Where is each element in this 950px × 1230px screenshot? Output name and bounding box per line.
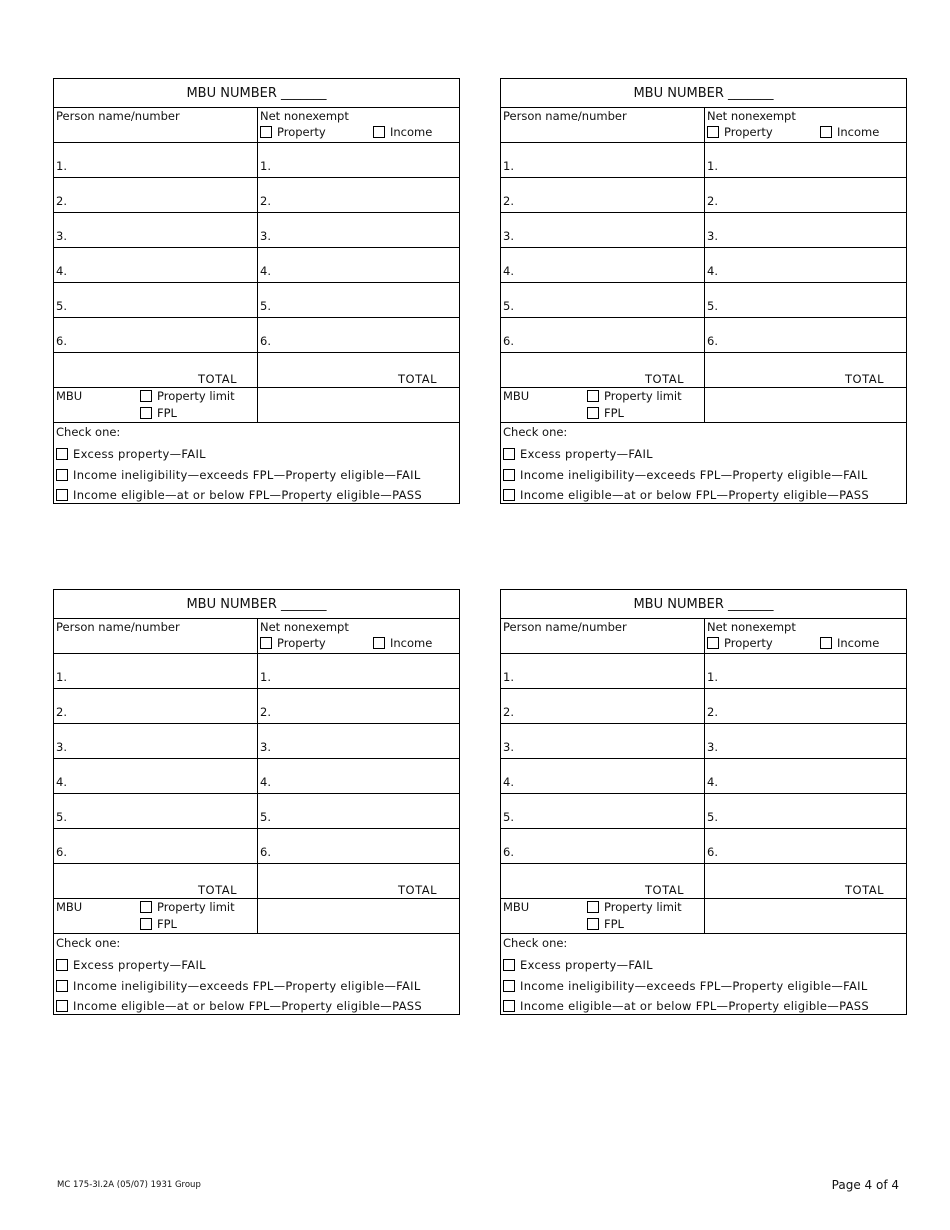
row-number: 4.: [503, 775, 514, 789]
person-header-cell: [501, 108, 705, 142]
table-row: [501, 654, 906, 689]
mbu-form-4: [500, 589, 907, 1015]
income-checkbox[interactable]: [820, 126, 832, 138]
mbu-cell: [501, 388, 705, 422]
total-left-cell[interactable]: [54, 353, 258, 387]
person-entry-cell[interactable]: [501, 724, 705, 758]
check-one-label: Check one:: [503, 425, 568, 439]
excess-property-checkbox[interactable]: [56, 448, 68, 460]
mbu-form-2: [500, 78, 907, 504]
income-eligible-checkbox[interactable]: [503, 1000, 515, 1012]
property-limit-label: Property limit: [157, 900, 235, 914]
option-label: Income ineligibility—exceeds FPL—Property eligible—FAIL: [73, 978, 421, 993]
page-number: Page 4 of 4: [831, 1178, 899, 1192]
income-checkbox[interactable]: [373, 126, 385, 138]
table-row: [54, 724, 459, 759]
row-number: 2.: [707, 194, 718, 208]
column-header-row: [501, 619, 906, 654]
net-entry-cell[interactable]: [258, 724, 459, 758]
row-number: 1.: [503, 159, 514, 173]
table-row: [54, 213, 459, 248]
income-checkbox[interactable]: [373, 637, 385, 649]
row-number: 5.: [503, 299, 514, 313]
row-number: 2.: [260, 705, 271, 719]
row-number: 1.: [56, 670, 67, 684]
property-label: Property: [277, 125, 326, 139]
net-nonexempt-header: Net nonexempt: [707, 109, 796, 123]
mbu-value-cell[interactable]: [705, 899, 906, 933]
income-check: [820, 125, 879, 139]
person-entry-cell[interactable]: [54, 318, 258, 352]
row-number: 6.: [56, 845, 67, 859]
mbu-cell: [501, 899, 705, 933]
net-entry-cell[interactable]: [705, 654, 906, 688]
row-number: 5.: [56, 299, 67, 313]
person-name-header: Person name/number: [56, 620, 180, 634]
person-name-header: Person name/number: [503, 620, 627, 634]
fpl-label: FPL: [604, 917, 624, 931]
property-check: [260, 636, 326, 650]
net-entry-cell[interactable]: [258, 829, 459, 863]
mbu-cell: [54, 388, 258, 422]
person-entry-cell[interactable]: [54, 724, 258, 758]
income-check: [373, 125, 432, 139]
excess-property-checkbox[interactable]: [56, 959, 68, 971]
mbu-number-header: [54, 79, 459, 108]
check-one-section: [54, 423, 459, 503]
mbu-label: MBU: [56, 389, 83, 403]
table-row: [501, 689, 906, 724]
net-entry-cell[interactable]: [705, 178, 906, 212]
table-row: [501, 283, 906, 318]
income-checkbox[interactable]: [820, 637, 832, 649]
property-limit-checkbox[interactable]: [140, 390, 152, 402]
option-income-eligible: [503, 996, 906, 1017]
person-entry-cell[interactable]: [501, 318, 705, 352]
total-row: [54, 353, 459, 388]
excess-property-checkbox[interactable]: [503, 448, 515, 460]
net-nonexempt-cell: [705, 108, 906, 142]
entry-rows: [54, 143, 459, 353]
person-entry-cell[interactable]: [54, 759, 258, 793]
option-label: Excess property—FAIL: [73, 447, 206, 462]
mbu-label: MBU: [503, 389, 530, 403]
property-limit-check: [140, 389, 235, 403]
property-label: Property: [724, 636, 773, 650]
row-number: 1.: [707, 159, 718, 173]
mbu-form-3: [53, 589, 460, 1015]
table-row: [501, 248, 906, 283]
net-entry-cell[interactable]: [705, 213, 906, 247]
property-limit-label: Property limit: [604, 900, 682, 914]
fpl-label: FPL: [157, 917, 177, 931]
net-entry-cell[interactable]: [705, 794, 906, 828]
option-income-ineligible: [56, 465, 459, 486]
mbu-label: MBU: [503, 900, 530, 914]
mbu-value-cell[interactable]: [258, 388, 459, 422]
table-row: [501, 829, 906, 864]
row-number: 6.: [260, 845, 271, 859]
total-right-cell[interactable]: [258, 353, 459, 387]
property-limit-check: [587, 900, 682, 914]
property-limit-check: [587, 389, 682, 403]
row-number: 3.: [260, 740, 271, 754]
option-label: Income eligible—at or below FPL—Property eligible—PASS: [73, 999, 422, 1014]
total-right-cell[interactable]: [258, 864, 459, 898]
option-income-ineligible: [503, 976, 906, 997]
net-nonexempt-header: Net nonexempt: [260, 109, 349, 123]
mbu-row: [501, 388, 906, 423]
column-header-row: [54, 619, 459, 654]
option-label: Income ineligibility—exceeds FPL—Property eligible—FAIL: [520, 467, 868, 482]
table-row: [501, 178, 906, 213]
person-entry-cell[interactable]: [501, 759, 705, 793]
option-label: Income eligible—at or below FPL—Property eligible—PASS: [73, 488, 422, 503]
net-entry-cell[interactable]: [705, 829, 906, 863]
row-number: 1.: [260, 159, 271, 173]
option-income-eligible: [56, 996, 459, 1017]
property-limit-checkbox[interactable]: [587, 390, 599, 402]
option-income-eligible: [503, 485, 906, 506]
table-row: [54, 654, 459, 689]
net-entry-cell[interactable]: [705, 759, 906, 793]
person-entry-cell[interactable]: [54, 248, 258, 282]
row-number: 4.: [707, 775, 718, 789]
fpl-checkbox[interactable]: [587, 918, 599, 930]
mbu-label: MBU: [56, 900, 83, 914]
fpl-check: [587, 406, 624, 420]
table-row: [54, 759, 459, 794]
property-checkbox[interactable]: [707, 637, 719, 649]
income-eligible-checkbox[interactable]: [56, 489, 68, 501]
row-number: 3.: [260, 229, 271, 243]
row-number: 5.: [707, 810, 718, 824]
mbu-row: [54, 899, 459, 934]
mbu-number-header: [501, 79, 906, 108]
row-number: 3.: [707, 740, 718, 754]
net-entry-cell[interactable]: [258, 213, 459, 247]
person-entry-cell[interactable]: [501, 829, 705, 863]
net-nonexempt-cell: [705, 619, 906, 653]
net-entry-cell[interactable]: [258, 654, 459, 688]
mbu-number-title: MBU NUMBER _______: [186, 596, 327, 612]
person-name-header: Person name/number: [56, 109, 180, 123]
row-number: 4.: [260, 775, 271, 789]
row-number: 2.: [56, 194, 67, 208]
row-number: 2.: [503, 705, 514, 719]
row-number: 5.: [707, 299, 718, 313]
net-entry-cell[interactable]: [258, 283, 459, 317]
total-left-cell[interactable]: [54, 864, 258, 898]
mbu-row: [501, 899, 906, 934]
person-entry-cell[interactable]: [501, 248, 705, 282]
property-limit-checkbox[interactable]: [140, 901, 152, 913]
net-entry-cell[interactable]: [705, 283, 906, 317]
property-checkbox[interactable]: [260, 126, 272, 138]
total-right-cell[interactable]: [705, 353, 906, 387]
person-entry-cell[interactable]: [54, 178, 258, 212]
fpl-label: FPL: [157, 406, 177, 420]
income-label: Income: [390, 636, 433, 650]
row-number: 6.: [503, 334, 514, 348]
person-entry-cell[interactable]: [501, 689, 705, 723]
income-eligible-checkbox[interactable]: [503, 489, 515, 501]
entry-rows: [501, 143, 906, 353]
total-left-cell[interactable]: [501, 864, 705, 898]
income-label: Income: [837, 125, 880, 139]
check-one-section: [501, 934, 906, 1014]
income-label: Income: [837, 636, 880, 650]
person-entry-cell[interactable]: [54, 794, 258, 828]
row-number: 4.: [707, 264, 718, 278]
row-number: 4.: [503, 264, 514, 278]
row-number: 1.: [260, 670, 271, 684]
option-excess-property: [56, 444, 459, 465]
table-row: [54, 248, 459, 283]
net-nonexempt-cell: [258, 108, 459, 142]
total-left-label: TOTAL: [198, 883, 237, 897]
person-entry-cell[interactable]: [54, 213, 258, 247]
total-left-cell[interactable]: [501, 353, 705, 387]
net-entry-cell[interactable]: [705, 724, 906, 758]
row-number: 2.: [260, 194, 271, 208]
row-number: 5.: [56, 810, 67, 824]
fpl-label: FPL: [604, 406, 624, 420]
fpl-checkbox[interactable]: [587, 407, 599, 419]
check-one-label: Check one:: [56, 936, 121, 950]
net-entry-cell[interactable]: [705, 318, 906, 352]
mbu-number-title: MBU NUMBER _______: [186, 85, 327, 101]
total-right-label: TOTAL: [845, 372, 884, 386]
row-number: 5.: [260, 299, 271, 313]
option-label: Income eligible—at or below FPL—Property eligible—PASS: [520, 488, 869, 503]
check-one-label: Check one:: [56, 425, 121, 439]
mbu-number-header: [501, 590, 906, 619]
fpl-check: [587, 917, 624, 931]
net-entry-cell[interactable]: [705, 143, 906, 177]
property-label: Property: [724, 125, 773, 139]
person-entry-cell[interactable]: [501, 283, 705, 317]
option-label: Excess property—FAIL: [73, 958, 206, 973]
person-header-cell: [501, 619, 705, 653]
row-number: 1.: [707, 670, 718, 684]
income-ineligible-checkbox[interactable]: [503, 469, 515, 481]
person-header-cell: [54, 108, 258, 142]
income-label: Income: [390, 125, 433, 139]
fpl-checkbox[interactable]: [140, 918, 152, 930]
person-entry-cell[interactable]: [54, 689, 258, 723]
total-left-label: TOTAL: [645, 372, 684, 386]
person-name-header: Person name/number: [503, 109, 627, 123]
row-number: 2.: [707, 705, 718, 719]
check-one-section: [501, 423, 906, 503]
option-excess-property: [503, 955, 906, 976]
mbu-value-cell[interactable]: [705, 388, 906, 422]
row-number: 3.: [503, 229, 514, 243]
property-limit-label: Property limit: [604, 389, 682, 403]
person-entry-cell[interactable]: [501, 654, 705, 688]
net-entry-cell[interactable]: [258, 178, 459, 212]
excess-property-checkbox[interactable]: [503, 959, 515, 971]
row-number: 3.: [56, 229, 67, 243]
property-limit-check: [140, 900, 235, 914]
person-entry-cell[interactable]: [501, 143, 705, 177]
property-limit-label: Property limit: [157, 389, 235, 403]
person-header-cell: [54, 619, 258, 653]
property-label: Property: [277, 636, 326, 650]
total-row: [501, 353, 906, 388]
row-number: 6.: [707, 334, 718, 348]
property-limit-checkbox[interactable]: [587, 901, 599, 913]
total-right-label: TOTAL: [398, 372, 437, 386]
mbu-form-1: [53, 78, 460, 504]
net-nonexempt-header: Net nonexempt: [707, 620, 796, 634]
total-right-cell[interactable]: [705, 864, 906, 898]
option-income-ineligible: [56, 976, 459, 997]
row-number: 1.: [503, 670, 514, 684]
net-entry-cell[interactable]: [258, 689, 459, 723]
option-income-ineligible: [503, 465, 906, 486]
table-row: [501, 143, 906, 178]
mbu-cell: [54, 899, 258, 933]
row-number: 1.: [56, 159, 67, 173]
property-check: [707, 636, 773, 650]
net-nonexempt-header: Net nonexempt: [260, 620, 349, 634]
total-row: [501, 864, 906, 899]
column-header-row: [54, 108, 459, 143]
row-number: 2.: [56, 705, 67, 719]
option-excess-property: [56, 955, 459, 976]
entry-rows: [501, 654, 906, 864]
option-income-eligible: [56, 485, 459, 506]
option-label: Income ineligibility—exceeds FPL—Property eligible—FAIL: [520, 978, 868, 993]
person-entry-cell[interactable]: [501, 794, 705, 828]
property-checkbox[interactable]: [707, 126, 719, 138]
table-row: [501, 318, 906, 353]
option-label: Income ineligibility—exceeds FPL—Property eligible—FAIL: [73, 467, 421, 482]
row-number: 6.: [56, 334, 67, 348]
person-entry-cell[interactable]: [54, 654, 258, 688]
total-right-label: TOTAL: [398, 883, 437, 897]
row-number: 2.: [503, 194, 514, 208]
net-entry-cell[interactable]: [705, 248, 906, 282]
net-entry-cell[interactable]: [258, 794, 459, 828]
row-number: 3.: [707, 229, 718, 243]
total-row: [54, 864, 459, 899]
total-right-label: TOTAL: [845, 883, 884, 897]
row-number: 5.: [503, 810, 514, 824]
table-row: [54, 829, 459, 864]
row-number: 4.: [56, 264, 67, 278]
row-number: 4.: [260, 264, 271, 278]
mbu-number-title: MBU NUMBER _______: [633, 85, 774, 101]
mbu-value-cell[interactable]: [258, 899, 459, 933]
option-excess-property: [503, 444, 906, 465]
person-entry-cell[interactable]: [54, 143, 258, 177]
form-id: MC 175-3I.2A (05/07) 1931 Group: [57, 1180, 201, 1190]
income-ineligible-checkbox[interactable]: [503, 980, 515, 992]
person-entry-cell[interactable]: [501, 178, 705, 212]
income-eligible-checkbox[interactable]: [56, 1000, 68, 1012]
table-row: [54, 178, 459, 213]
mbu-number-title: MBU NUMBER _______: [633, 596, 774, 612]
person-entry-cell[interactable]: [501, 213, 705, 247]
net-entry-cell[interactable]: [258, 143, 459, 177]
mbu-number-header: [54, 590, 459, 619]
option-label: Income eligible—at or below FPL—Property eligible—PASS: [520, 999, 869, 1014]
option-label: Excess property—FAIL: [520, 447, 653, 462]
property-checkbox[interactable]: [260, 637, 272, 649]
table-row: [54, 794, 459, 829]
row-number: 3.: [503, 740, 514, 754]
check-one-section: [54, 934, 459, 1014]
income-check: [373, 636, 432, 650]
entry-rows: [54, 654, 459, 864]
total-left-label: TOTAL: [645, 883, 684, 897]
table-row: [501, 759, 906, 794]
person-entry-cell[interactable]: [54, 829, 258, 863]
income-ineligible-checkbox[interactable]: [56, 469, 68, 481]
property-check: [707, 125, 773, 139]
table-row: [54, 143, 459, 178]
net-entry-cell[interactable]: [258, 759, 459, 793]
income-ineligible-checkbox[interactable]: [56, 980, 68, 992]
row-number: 6.: [260, 334, 271, 348]
column-header-row: [501, 108, 906, 143]
mbu-row: [54, 388, 459, 423]
row-number: 4.: [56, 775, 67, 789]
table-row: [54, 283, 459, 318]
table-row: [501, 724, 906, 759]
fpl-check: [140, 406, 177, 420]
fpl-check: [140, 917, 177, 931]
person-entry-cell[interactable]: [54, 283, 258, 317]
option-label: Excess property—FAIL: [520, 958, 653, 973]
row-number: 5.: [260, 810, 271, 824]
table-row: [501, 213, 906, 248]
net-entry-cell[interactable]: [258, 318, 459, 352]
table-row: [54, 689, 459, 724]
row-number: 6.: [707, 845, 718, 859]
income-check: [820, 636, 879, 650]
table-row: [54, 318, 459, 353]
net-entry-cell[interactable]: [258, 248, 459, 282]
net-nonexempt-cell: [258, 619, 459, 653]
row-number: 6.: [503, 845, 514, 859]
check-one-label: Check one:: [503, 936, 568, 950]
table-row: [501, 794, 906, 829]
fpl-checkbox[interactable]: [140, 407, 152, 419]
row-number: 3.: [56, 740, 67, 754]
net-entry-cell[interactable]: [705, 689, 906, 723]
property-check: [260, 125, 326, 139]
total-left-label: TOTAL: [198, 372, 237, 386]
